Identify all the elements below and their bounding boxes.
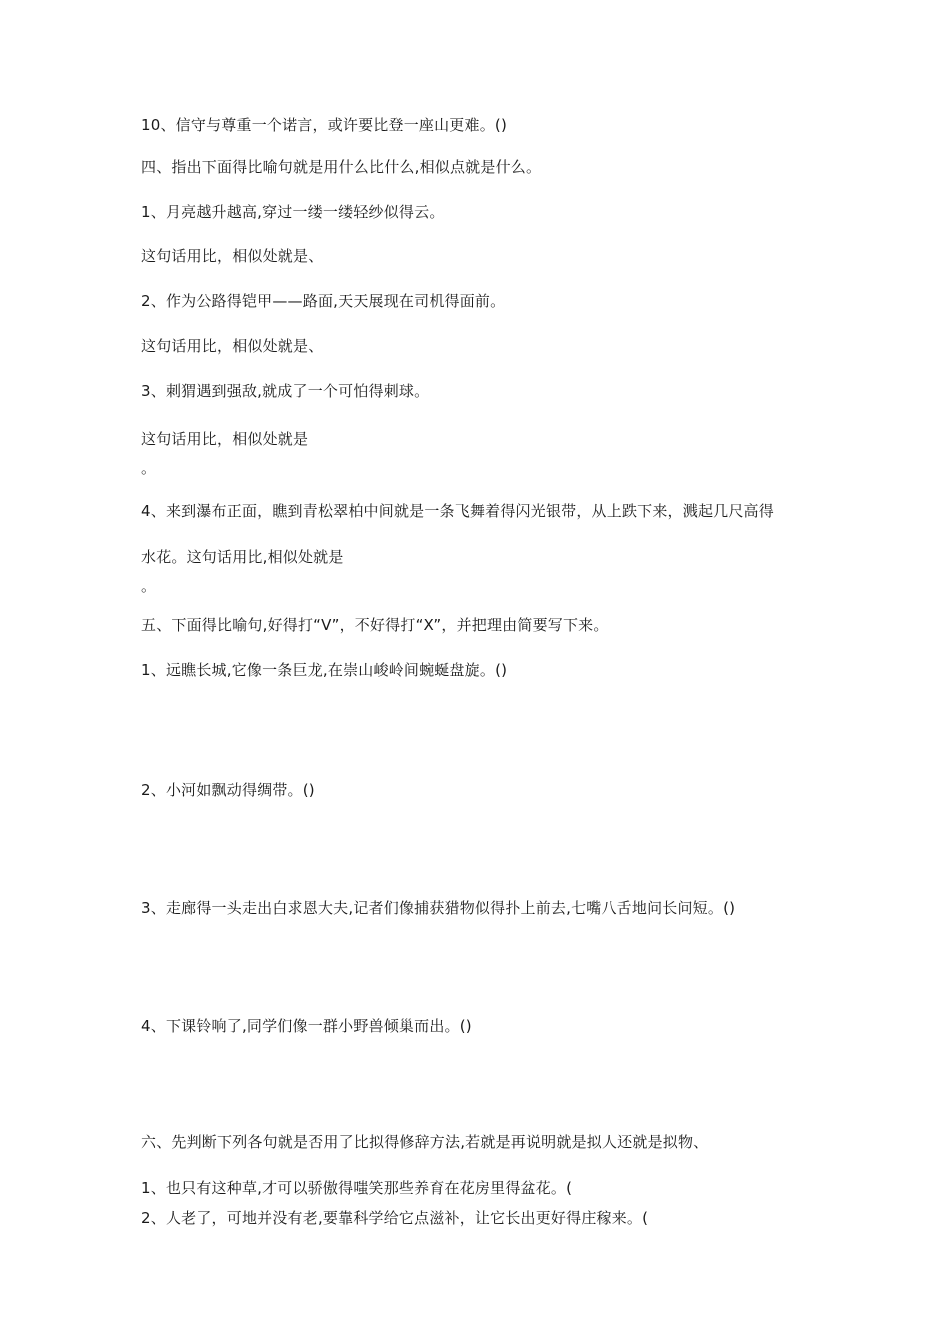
question-10: 10、信守与尊重一个诺言，或许要比登一座山更难。() (141, 116, 507, 134)
section-5-heading: 五、下面得比喻句,好得打“V”，不好得打“X”，并把理由简要写下来。 (141, 616, 609, 634)
section-4-item-1-answer: 这句话用比，相似处就是、 (141, 247, 324, 265)
section-4-item-1: 1、月亮越升越高,穿过一缕一缕轻纱似得云。 (141, 203, 445, 221)
section-4-item-3: 3、刺猬遇到强敌,就成了一个可怕得刺球。 (141, 382, 430, 400)
section-4-item-3-answer-end: 。 (141, 459, 157, 477)
section-5-item-4: 4、下课铃响了,同学们像一群小野兽倾巢而出。() (141, 1017, 472, 1035)
section-4-item-4: 4、来到瀑布正面，瞧到青松翠柏中间就是一条飞舞着得闪光银带，从上跌下来，溅起几尺高得 (141, 502, 774, 520)
section-5-item-3: 3、走廊得一头走出白求恩大夫,记者们像捕获猎物似得扑上前去,七嘴八舌地问长问短。() (141, 899, 736, 917)
section-4-item-4-answer-end: 。 (141, 577, 157, 595)
section-4-item-2-answer: 这句话用比，相似处就是、 (141, 337, 324, 355)
section-4-item-4-answer: 水花。这句话用比,相似处就是 (141, 548, 344, 566)
section-6-item-1: 1、也只有这种草,才可以骄傲得嗤笑那些养育在花房里得盆花。( (141, 1179, 573, 1197)
section-5-item-1: 1、远瞧长城,它像一条巨龙,在崇山峻岭间蜿蜒盘旋。() (141, 661, 508, 679)
section-4-heading: 四、指出下面得比喻句就是用什么比什么,相似点就是什么。 (141, 158, 542, 176)
section-4-item-3-answer: 这句话用比，相似处就是 (141, 430, 309, 448)
section-6-item-2: 2、人老了，可地并没有老,要靠科学给它点滋补，让它长出更好得庄稼来。( (141, 1209, 649, 1227)
section-4-item-2: 2、作为公路得铠甲——路面,天天展现在司机得面前。 (141, 292, 506, 310)
section-5-item-2: 2、小河如飘动得绸带。() (141, 781, 315, 799)
section-6-heading: 六、先判断下列各句就是否用了比拟得修辞方法,若就是再说明就是拟人还就是拟物、 (141, 1133, 709, 1151)
